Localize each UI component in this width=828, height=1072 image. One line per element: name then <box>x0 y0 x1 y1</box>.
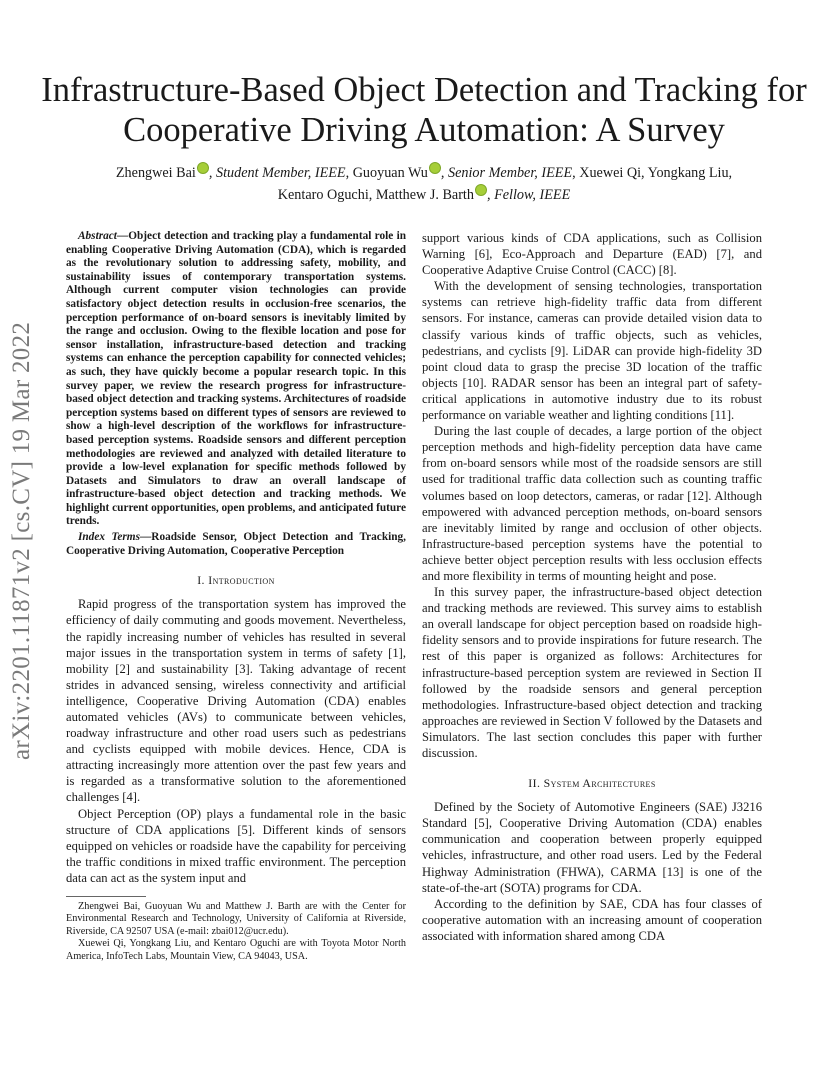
authors-qi-liu: , Xuewei Qi, Yongkang Liu, <box>572 165 733 181</box>
author-wu-membership: , Senior Member, IEEE <box>440 165 573 181</box>
right-column <box>422 230 762 944</box>
arxiv-identifier: arXiv:2201.11871v2 [cs.CV] 19 Mar 2022 <box>8 321 35 760</box>
intro-paragraph-4: With the development of sensing technologies, transportation systems can retrieve high-fidelity traffic data from different sensors. For instance, cameras can provide detailed vision data to classify various kinds of traffic objects, such as vehicles, pedestrians, and cyclists [9]. LiDAR can provide high-fidelity 3D point cloud data to grasp the precise 3D location of the traffic objects [10]. RADAR sensor has been an integral part of safety-critical applications in automotive industry due to its robust performance on variable weather and lighting conditions [11]. <box>422 279 762 423</box>
paper-title: Infrastructure-Based Object Detection and Tracking for Cooperative Driving Automation: A Survey <box>41 71 807 149</box>
left-column <box>66 230 406 963</box>
intro-paragraph-6: In this survey paper, the infrastructure-based object detection and tracking methods are reviewed. This survey aims to establish an overall landscape for object perception based on roadside high-fidelity sensors and to provide inspirations for future research. The rest of this paper is organized as follows: Architectures for infrastructure-based perception system are reviewed in Section II followed by the roadside sensors and general perception methodologies. Infrastructure-based object detection and tracking approaches are reviewed in Section V followed by the Datasets and Simulators. The last section concludes this paper with further discussion. <box>422 585 762 760</box>
orcid-icon[interactable] <box>197 162 209 174</box>
index-terms-text: —Roadside Sensor, Object Detection and Tracking, Cooperative Driving Automation, Cooperative Perception <box>66 531 406 557</box>
author-bai: Zhengwei Bai <box>115 165 196 181</box>
arch-paragraph-2: According to the definition by SAE, CDA has four classes of cooperative automation with an increasing amount of cooperation associated with information shared among CDA <box>422 896 762 943</box>
footnote-affiliation-1: Zhengwei Bai, Guoyuan Wu and Matthew J. Barth are with the Center for Environmental Research and Technology, University of California at Riverside, Riverside, CA 92507 USA (e-mail: zbai012@ucr.edu). <box>66 901 406 937</box>
abstract-label: Abstract <box>78 230 117 242</box>
intro-paragraph-5: During the last couple of decades, a large portion of the object perception methods and high-fidelity perception data have came from on-board sensors while most of the roadside sensors are still used for traditional traffic data collection such as counting traffic volumes based on loop detectors, cameras, or radar [12]. Although empowered with advanced perception methods, on-board sensors are inevitably limited by range and occlusion of other objects. Infrastructure-based perception systems have the potential to achieve better object perception results with less occlusion effects and more flexibility in terms of mounting height and pose. <box>422 424 762 583</box>
arch-paragraph-1: Defined by the Society of Automotive Engineers (SAE) J3216 Standard [5], Cooperative Driving Automation (CDA) enables communication and cooperation between properly equipped vehicles, infrastructure, and other road users. Led by the Federal Highway Administration (FHWA), CARMA [13] is one of the state-of-the-art (SOTA) programs for CDA. <box>422 800 762 895</box>
orcid-icon[interactable] <box>475 184 487 196</box>
author-barth-membership: , Fellow, IEEE <box>486 187 571 203</box>
section-heading-system-architectures: II. System Architectures <box>528 776 656 791</box>
index-terms-label: Index Terms <box>78 531 140 544</box>
author-wu: , Guoyuan Wu <box>345 165 428 181</box>
footnote-divider <box>66 896 146 897</box>
section-heading-introduction: I. Introduction <box>197 573 275 588</box>
intro-paragraph-3: support various kinds of CDA applications, such as Collision Warning [6], Eco-Approach and Departure (EAD) [7], and Cooperative Adaptive Cruise Control (CACC) [8]. <box>422 231 762 278</box>
index-terms <box>66 531 406 558</box>
orcid-icon[interactable] <box>429 162 441 174</box>
abstract-text: —Object detection and tracking play a fundamental role in enabling Cooperative Driving Automation (CDA), which is regarded as the revolutionary solution to addressing safety, mobility, and sustainability issues of contemporary transportation systems. Although current computer vision technologies can provide satisfactory object detection results in occlusion-free scenarios, the perception performance of on-board sensors is inevitably limited by the range and occlusion. Owing to the flexible location and pose for sensor installation, infrastructure-based detection and tracking systems can enhance the perception capability for connected vehicles; as such, they have quickly become a popular research topic. In this survey paper, we review the research progress for infrastructure-based object detection and tracking systems. Architectures of roadside perception systems based on different types of sensors are reviewed to show a high-level description of the workflows for infrastructure-based perception systems. Roadside sensors and different perception methodologies are reviewed and analyzed with detailed literature to provide a low-level explanation for specific methods followed by Datasets and Simulators to draw an overall landscape of infrastructure-based object detection and tracking methods. We highlight current opportunities, open problems, and anticipated future trends. <box>66 230 406 528</box>
author-bai-membership: , Student Member, IEEE <box>208 165 346 181</box>
footnote-affiliation-2: Xuewei Qi, Yongkang Liu, and Kentaro Oguchi are with Toyota Motor North America, InfoTech Labs, Mountain View, CA 94043, USA. <box>66 938 406 962</box>
author-list <box>60 162 788 206</box>
authors-oguchi-barth: Kentaro Oguchi, Matthew J. Barth <box>277 187 474 203</box>
intro-paragraph-2: Object Perception (OP) plays a fundamental role in the basic structure of CDA applications [5]. Different kinds of sensors equipped on vehicles or roadside have the capability for perceiving the traffic conditions in mixed traffic environment. The perception data can act as the system input and <box>66 806 406 885</box>
abstract <box>66 230 406 529</box>
intro-paragraph-1: Rapid progress of the transportation system has improved the efficiency of daily commuting and goods movement. Nevertheless, the rapidly increasing number of vehicles has resulted in several major issues in the transportation system in terms of safety [1], mobility [2] and sustainability [3]. Taking advantage of recent strides in advanced sensing, wireless connectivity and artificial intelligence, Cooperative Driving Automation (CDA) enables automated vehicles (AVs) to communicate between vehicles, roadway infrastructure and other road users such as pedestrians and cyclists equipped with mobile devices. Hence, CDA is attracting increasingly more attention over the past few years and is regarded as a transformative solution to the aforementioned challenges [4]. <box>66 597 406 805</box>
